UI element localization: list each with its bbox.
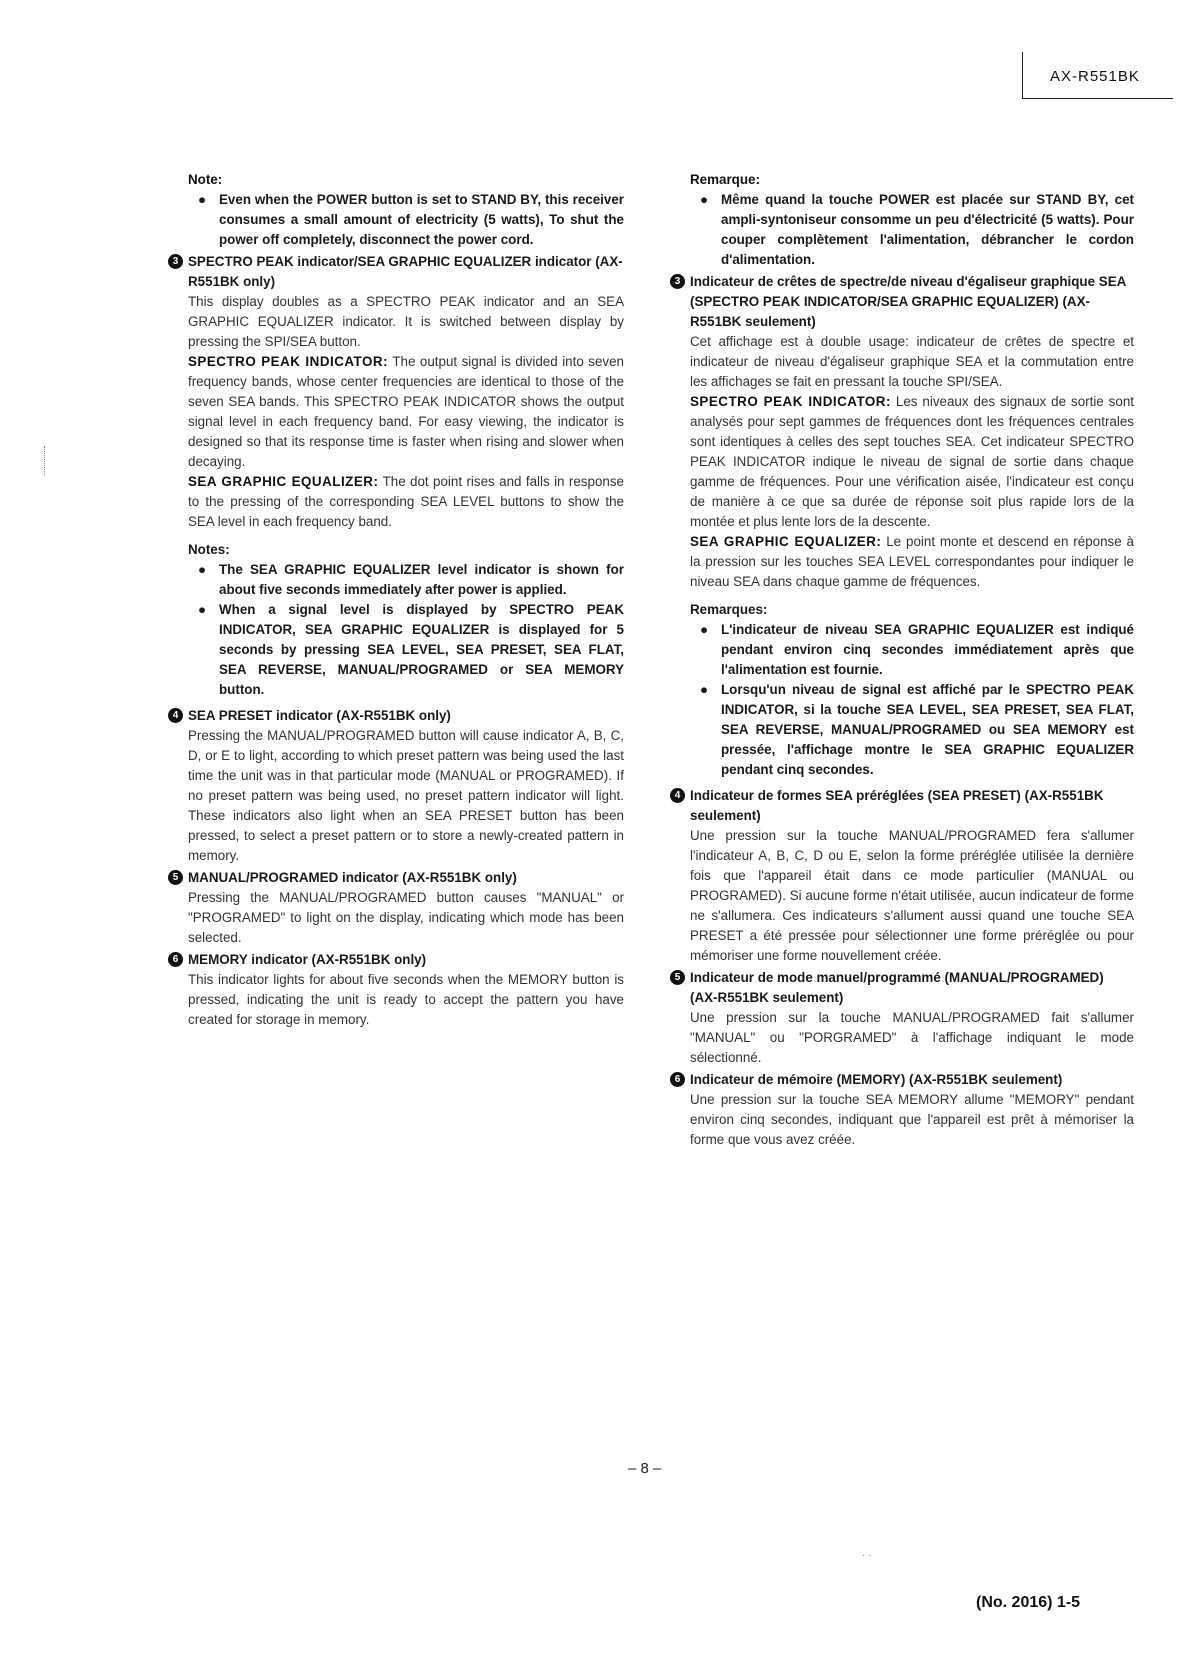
notes-label: Notes: (188, 542, 230, 557)
remarque-bullet-2: ● Lorsqu'un niveau de signal est affiché par le SPECTRO PEAK INDICATOR, si la touche SEA LEVEL, SEA PRESET, SEA FLAT, SEA REVERSE, MANUAL/PROGRAMED ou SEA MEMORY est pressée, l'affichage montre le SEA GRAPHIC EQUALIZER pendant cinq secondes. (700, 680, 1134, 780)
section-6-body-fr: Une pression sur la touche SEA MEMORY allume "MEMORY" pendant environ cinq secondes, indiquant que l'appareil est prêt à mémoriser la forme que vous avez créée. (690, 1092, 1134, 1147)
note-bullet-1: ● The SEA GRAPHIC EQUALIZER level indicator is shown for about five seconds immediately after power is applied. (198, 560, 624, 600)
scan-mark: · · (862, 1550, 872, 1561)
note-bullet: ● Even when the POWER button is set to STAND BY, this receiver consumes a small amount of electricity (5 watts), To shut the power off completely, disconnect the power cord. (198, 190, 624, 250)
remarque-bullet: ● Même quand la touche POWER est placée sur STAND BY, cet ampli-syntoniseur consomme un peu d'électricité (5 watts). Pour couper complètement l'alimentation, débrancher le cordon d'alimentation. (700, 190, 1134, 270)
bullet-icon: ● (700, 622, 709, 637)
section-3-title-fr: 3 Indicateur de crêtes de spectre/de niveau d'égaliseur graphique SEA (SPECTRO PEAK INDICATOR/SEA GRAPHIC EQUALIZER) (AX-R551BK seulement) (670, 272, 1134, 332)
section-4-body: Pressing the MANUAL/PROGRAMED button will cause indicator A, B, C, D, or E to light, according to which preset pattern was being used the last time the unit was in that particular mode (MANUAL or PROGRAMED). If no preset pattern was being used, no preset pattern indicator will light. These indicators also light when an SEA PRESET button has been pressed, to select a preset pattern or to store a newly-created pattern in memory. (188, 728, 624, 863)
section-6-title-fr: 6 Indicateur de mémoire (MEMORY) (AX-R551BK seulement) (670, 1070, 1134, 1090)
number-5-icon: 5 (670, 970, 685, 985)
bullet-icon: ● (700, 682, 709, 697)
french-column (674, 170, 1134, 1152)
number-4-icon: 4 (670, 788, 685, 803)
page-number: – 8 – (628, 1460, 662, 1477)
section-5-body: Pressing the MANUAL/PROGRAMED button causes "MANUAL" or "PROGRAMED" to light on the display, indicating which mode has been selected. (188, 890, 624, 945)
number-3-icon: 3 (670, 274, 685, 289)
section-5-title: 5 MANUAL/PROGRAMED indicator (AX-R551BK only) (168, 868, 624, 888)
seq-paragraph: SEA GRAPHIC EQUALIZER: The dot point rises and falls in response to the pressing of the corresponding SEA LEVEL buttons to show the SEA level in each frequency band. (188, 474, 624, 529)
spi-paragraph: SPECTRO PEAK INDICATOR: The output signal is divided into seven frequency bands, whose center frequencies are identical to those of the seven SEA bands. This SPECTRO PEAK INDICATOR shows the output signal level in each frequency band. For easy viewing, the indicator is designed so that its response time is faster when rising and slower when decaying. (188, 354, 625, 469)
section-6-body: This indicator lights for about five seconds when the MEMORY button is pressed, indicating the unit is ready to accept the pattern you have created for storage in memory. (188, 972, 624, 1027)
number-3-icon: 3 (168, 254, 183, 269)
bullet-icon: ● (198, 602, 207, 617)
section-3-title: 3 SPECTRO PEAK indicator/SEA GRAPHIC EQUALIZER indicator (AX-R551BK only) (168, 252, 624, 292)
note-label: Note: (188, 172, 223, 187)
bullet-icon: ● (198, 562, 207, 577)
margin-mark (44, 446, 47, 476)
section-4-title-fr: 4 Indicateur de formes SEA préréglées (SEA PRESET) (AX-R551BK seulement) (670, 786, 1134, 826)
section-5-body-fr: Une pression sur la touche MANUAL/PROGRAMED fait s'allumer "MANUAL" ou "PORGRAMED" à l'affichage indiquant le mode sélectionné. (690, 1010, 1134, 1065)
bullet-icon: ● (700, 192, 709, 207)
remarque-label: Remarque: (690, 172, 760, 187)
number-4-icon: 4 (168, 708, 183, 723)
seq-paragraph-fr: SEA GRAPHIC EQUALIZER: Le point monte et descend en réponse à la pression sur les touches SEA LEVEL correspondantes pour indiquer le niveau SEA dans chaque gamme de fréquences. (690, 534, 1134, 589)
footer-reference: (No. 2016) 1-5 (976, 1594, 1081, 1611)
number-6-icon: 6 (168, 952, 183, 967)
english-column (172, 170, 625, 1032)
section-4-title: 4 SEA PRESET indicator (AX-R551BK only) (168, 706, 624, 726)
number-5-icon: 5 (168, 870, 183, 885)
model-number: AX-R551BK (1050, 68, 1140, 85)
number-6-icon: 6 (670, 1072, 685, 1087)
section-5-title-fr: 5 Indicateur de mode manuel/programmé (MANUAL/PROGRAMED) (AX-R551BK seulement) (670, 968, 1134, 1008)
bullet-icon: ● (198, 192, 207, 207)
remarques-label: Remarques: (690, 602, 768, 617)
section-6-title: 6 MEMORY indicator (AX-R551BK only) (168, 950, 624, 970)
section-4-body-fr: Une pression sur la touche MANUAL/PROGRAMED fera s'allumer l'indicateur A, B, C, D ou E, selon la forme préréglée utilisée la dernière fois que l'appareil était dans ce mode particulier (MANUAL ou PROGRAMED). Si aucune forme n'était utilisée, aucun indicateur de forme ne s'allumera. Ces indicateurs s'allument aussi quand une touche SEA PRESET a été pressée pour sélectionner une forme préréglée ou pour mémoriser une forme nouvellement créée. (690, 828, 1134, 963)
spi-paragraph-fr: SPECTRO PEAK INDICATOR: Les niveaux des signaux de sortie sont analysés pour sept gammes de fréquences dont les fréquences centrales sont identiques à celles des sept touches SEA. Cet indicateur SPECTRO PEAK INDICATOR indique le niveau de signal de sortie dans chaque gamme de fréquences. Pour une vérification aisée, l'indicateur est conçu de manière à ce que sa durée de réponse soit plus rapide lors de la montée et plus lente lors de la descente. (690, 394, 1134, 529)
note-bullet-2: ● When a signal level is displayed by SPECTRO PEAK INDICATOR, SEA GRAPHIC EQUALIZER is displayed for 5 seconds by pressing SEA LEVEL, SEA PRESET, SEA FLAT, SEA REVERSE, MANUAL/PROGRAMED or SEA MEMORY button. (198, 600, 624, 700)
remarque-bullet-1: ● L'indicateur de niveau SEA GRAPHIC EQUALIZER est indiqué pendant environ cinq secondes immédiatement après que l'alimentation est fournie. (700, 620, 1134, 680)
section-3-body-fr: Cet affichage est à double usage: indicateur de crêtes de spectre et indicateur de niveau d'égaliseur graphique SEA et la commutation entre les affichages se fait en pressant la touche SPI/SEA. (690, 334, 1134, 389)
section-3-body: This display doubles as a SPECTRO PEAK indicator and an SEA GRAPHIC EQUALIZER indicator. It is switched between display by pressing the SPI/SEA button. (188, 294, 624, 349)
